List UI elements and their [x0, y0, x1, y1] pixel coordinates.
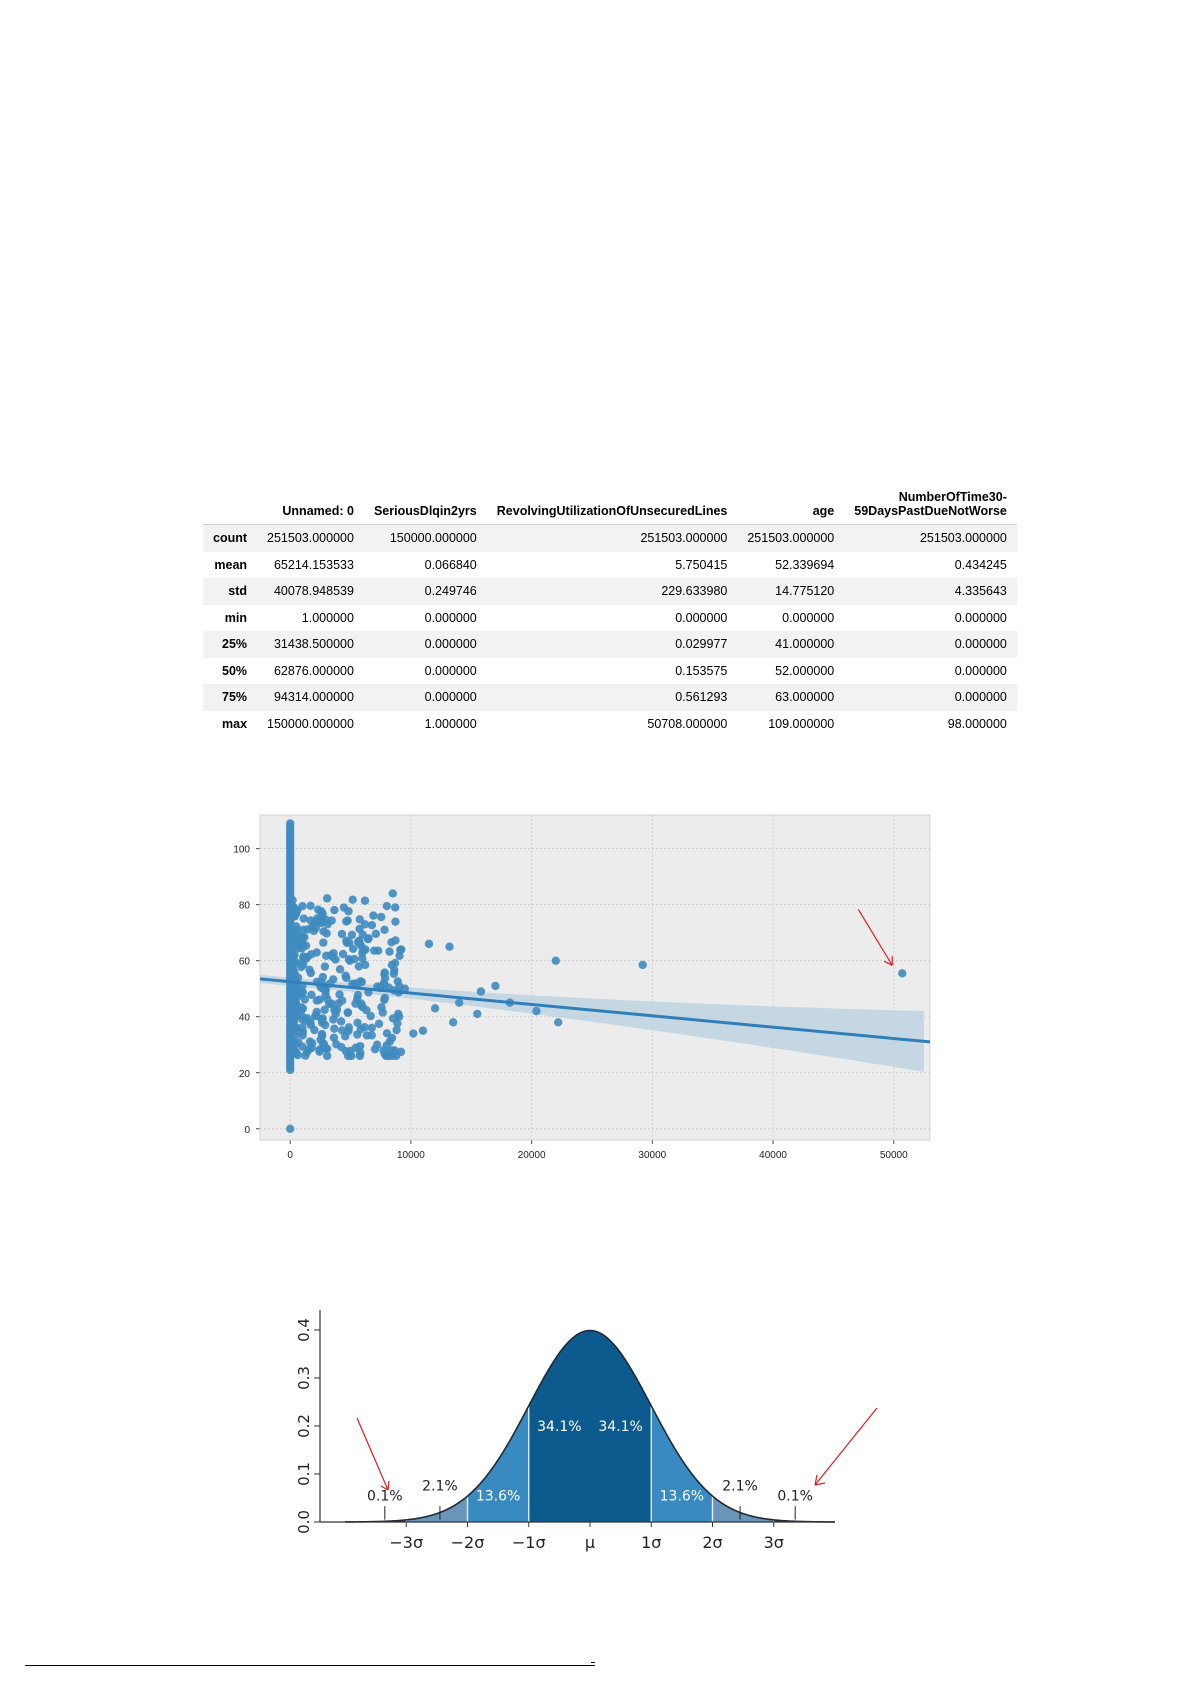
data-point — [373, 1041, 381, 1049]
data-point — [292, 932, 300, 940]
table-cell: 251503.000000 — [640, 531, 728, 546]
table-cell: 251503.000000 — [747, 531, 835, 546]
table-cell: 14.775120 — [775, 584, 835, 599]
data-point — [383, 902, 391, 910]
data-point — [289, 944, 297, 952]
table-cell: 109.000000 — [768, 716, 835, 731]
table-cell: 0.434245 — [954, 557, 1007, 572]
data-point — [288, 896, 296, 904]
table-cell: 62876.000000 — [273, 663, 354, 678]
data-point — [336, 965, 344, 973]
x-tick-label: 20000 — [517, 1150, 546, 1161]
data-point — [369, 911, 377, 919]
table-cell: 0.000000 — [424, 663, 477, 678]
table-cell: 65214.153533 — [273, 557, 354, 572]
data-point — [286, 819, 294, 827]
percent-label: 2.1% — [722, 1478, 758, 1495]
data-point — [358, 978, 366, 986]
data-point — [314, 905, 322, 913]
data-point — [380, 926, 388, 934]
x-tick-label: μ — [584, 1533, 596, 1552]
percent-label: 13.6% — [659, 1488, 705, 1505]
data-point — [394, 977, 402, 985]
column-header-multiline — [844, 480, 1017, 525]
data-point — [323, 1052, 331, 1060]
data-point — [348, 895, 356, 903]
data-point — [368, 1024, 376, 1032]
data-point — [327, 951, 335, 959]
data-point — [308, 923, 316, 931]
table-cell: 229.633980 — [661, 584, 728, 599]
data-point — [308, 1039, 316, 1047]
data-point — [347, 1052, 355, 1060]
data-point — [349, 945, 357, 953]
data-point — [299, 926, 307, 934]
data-point — [323, 995, 331, 1003]
x-tick-label: 10000 — [396, 1150, 425, 1161]
x-tick-label: 40000 — [759, 1150, 787, 1161]
footer-rule-tick — [591, 1662, 595, 1663]
data-point — [288, 984, 296, 992]
data-point — [330, 1006, 338, 1014]
data-point — [317, 1015, 325, 1023]
data-point — [363, 1031, 371, 1039]
data-point — [552, 956, 560, 964]
column-header: SeriousDlqin2yrs — [364, 480, 487, 525]
data-point — [386, 1037, 394, 1045]
x-tick-label: −3σ — [389, 1533, 424, 1552]
column-header: RevolvingUtilizationOfUnsecuredLines — [487, 480, 738, 525]
table-row — [203, 631, 1017, 658]
data-point — [361, 1023, 369, 1031]
table-cell: 5.750415 — [675, 557, 728, 572]
table-row — [203, 711, 1017, 738]
data-point — [320, 1006, 328, 1014]
data-point — [370, 946, 378, 954]
row-label: 75% — [222, 690, 248, 705]
percent-label: 0.1% — [777, 1488, 813, 1505]
table-index-header — [203, 480, 257, 525]
data-point — [431, 1004, 439, 1012]
data-point — [291, 1040, 299, 1048]
data-point — [299, 952, 307, 960]
data-point — [391, 959, 399, 967]
table-cell: 0.066840 — [424, 557, 477, 572]
data-point — [321, 962, 329, 970]
row-label: count — [213, 531, 248, 546]
data-point — [372, 930, 380, 938]
table-cell: 63.000000 — [775, 690, 835, 705]
table-cell: 1.000000 — [301, 610, 354, 625]
x-tick-label: 0 — [287, 1150, 293, 1161]
data-point — [319, 927, 327, 935]
data-point — [293, 993, 301, 1001]
table-row — [203, 552, 1017, 579]
y-tick-label: 0.0 — [295, 1510, 313, 1534]
table-cell: 0.153575 — [675, 663, 728, 678]
data-point — [330, 906, 338, 914]
data-point — [445, 942, 453, 950]
data-point — [344, 1008, 352, 1016]
percent-label: 13.6% — [475, 1488, 521, 1505]
table-cell: 0.561293 — [675, 690, 728, 705]
data-point — [638, 961, 646, 969]
data-point — [455, 999, 463, 1007]
data-point — [328, 916, 336, 924]
data-point — [898, 969, 906, 977]
table-cell: 41.000000 — [775, 637, 835, 652]
x-tick-label: 50000 — [879, 1150, 908, 1161]
data-point — [298, 902, 306, 910]
x-tick-label: 3σ — [763, 1533, 784, 1552]
data-point — [356, 1042, 364, 1050]
data-point — [323, 894, 331, 902]
annotation-arrow-left — [357, 1418, 388, 1490]
row-label: max — [222, 716, 248, 731]
x-tick-label: −1σ — [511, 1533, 546, 1552]
data-point — [340, 903, 348, 911]
table-row — [203, 525, 1017, 552]
y-tick-label: 40 — [238, 1012, 250, 1024]
x-tick-label: 1σ — [641, 1533, 662, 1552]
table-cell: 0.029977 — [675, 637, 728, 652]
data-point — [391, 903, 399, 911]
data-point — [364, 934, 372, 942]
data-point — [307, 969, 315, 977]
data-point — [554, 1018, 562, 1026]
table-cell: 251503.000000 — [919, 531, 1007, 546]
table-cell: 52.000000 — [775, 663, 835, 678]
data-point — [286, 1125, 294, 1133]
data-point — [306, 902, 314, 910]
row-label: 25% — [222, 637, 248, 652]
data-point — [338, 1026, 346, 1034]
row-label: std — [228, 584, 248, 599]
data-point — [320, 1040, 328, 1048]
table-cell: 31438.500000 — [273, 637, 354, 652]
percent-label: 0.1% — [367, 1488, 403, 1505]
table-cell: 0.000000 — [954, 663, 1007, 678]
data-point — [387, 1046, 395, 1054]
table-cell: 4.335643 — [954, 584, 1007, 599]
data-point — [292, 1012, 300, 1020]
y-tick-label: 100 — [233, 844, 250, 856]
table-cell: 0.000000 — [424, 610, 477, 625]
table-cell: 0.000000 — [954, 637, 1007, 652]
data-point — [449, 1018, 457, 1026]
data-point — [299, 1028, 307, 1036]
table-row — [203, 578, 1017, 605]
column-header: Unnamed: 0 — [257, 480, 364, 525]
data-point — [292, 1031, 300, 1039]
data-point — [477, 987, 485, 995]
table-row — [203, 684, 1017, 711]
y-tick-label: 0.4 — [295, 1318, 313, 1342]
table-cell: 98.000000 — [947, 716, 1007, 731]
data-point — [301, 1051, 309, 1059]
table-cell: 40078.948539 — [273, 584, 354, 599]
y-tick-label: 0.3 — [295, 1366, 313, 1390]
y-tick-label: 80 — [238, 900, 250, 912]
data-point — [491, 982, 499, 990]
data-point — [345, 955, 353, 963]
data-point — [361, 897, 369, 905]
y-tick-label: 0 — [244, 1124, 250, 1136]
data-point — [419, 1027, 427, 1035]
data-point — [342, 937, 350, 945]
row-label: min — [224, 610, 248, 625]
percent-label: 34.1% — [598, 1419, 643, 1435]
data-point — [397, 945, 405, 953]
table-row — [203, 605, 1017, 632]
data-point — [366, 1012, 374, 1020]
table-cell: 0.000000 — [954, 610, 1007, 625]
table-row — [203, 658, 1017, 685]
data-point — [385, 947, 393, 955]
percent-label: 2.1% — [422, 1478, 458, 1495]
x-tick-label: 2σ — [702, 1533, 723, 1552]
data-point — [389, 889, 397, 897]
data-point — [330, 1033, 338, 1041]
column-header-line: 59DaysPastDueNotWorse — [854, 504, 1007, 518]
data-point — [315, 1047, 323, 1055]
data-point — [302, 1017, 310, 1025]
data-point — [383, 1029, 391, 1037]
row-label: 50% — [222, 663, 248, 678]
table-cell: 150000.000000 — [389, 531, 477, 546]
data-point — [425, 940, 433, 948]
table-cell: 0.000000 — [424, 637, 477, 652]
data-point — [354, 938, 362, 946]
data-point — [358, 949, 366, 957]
data-point — [380, 996, 388, 1004]
data-point — [292, 909, 300, 917]
x-tick-label: −2σ — [450, 1533, 485, 1552]
describe-table — [203, 480, 1017, 737]
data-point — [299, 941, 307, 949]
table-cell: 0.249746 — [424, 584, 477, 599]
y-tick-label: 20 — [238, 1068, 250, 1080]
footer-rule — [25, 1665, 595, 1666]
table-cell: 52.339694 — [775, 557, 835, 572]
data-point — [356, 915, 364, 923]
table-cell: 0.000000 — [424, 690, 477, 705]
data-point — [391, 917, 399, 925]
row-label: mean — [214, 557, 248, 572]
data-point — [377, 1003, 385, 1011]
table-header-row — [203, 480, 1017, 525]
column-header: age — [737, 480, 844, 525]
table-cell: 94314.000000 — [273, 690, 354, 705]
percent-label: 34.1% — [537, 1419, 582, 1435]
data-point — [300, 914, 308, 922]
y-tick-label: 60 — [238, 956, 250, 968]
data-point — [319, 938, 327, 946]
scatter-regression-chart — [210, 805, 950, 1185]
table-cell: 0.000000 — [954, 690, 1007, 705]
describe-table-container — [203, 480, 1007, 737]
data-point — [330, 1024, 338, 1032]
y-tick-label: 0.1 — [295, 1462, 313, 1486]
data-point — [387, 938, 395, 946]
annotation-arrow-right — [815, 1408, 877, 1485]
table-cell: 0.000000 — [782, 610, 835, 625]
table-cell: 0.000000 — [675, 610, 728, 625]
data-point — [409, 1029, 417, 1037]
data-point — [356, 1052, 364, 1060]
data-point — [377, 913, 385, 921]
normal-distribution-chart — [295, 1300, 850, 1570]
data-point — [343, 916, 351, 924]
data-point — [319, 973, 327, 981]
column-header-line: NumberOfTime30- — [898, 490, 1007, 504]
table-cell: 50708.000000 — [647, 716, 728, 731]
data-point — [341, 972, 349, 980]
data-point — [532, 1007, 540, 1015]
data-point — [473, 1010, 481, 1018]
table-cell: 150000.000000 — [267, 716, 354, 731]
data-point — [307, 991, 315, 999]
x-tick-label: 30000 — [638, 1150, 667, 1161]
table-cell: 251503.000000 — [267, 531, 354, 546]
data-point — [375, 1020, 383, 1028]
table-cell: 1.000000 — [424, 716, 477, 731]
y-tick-label: 0.2 — [295, 1414, 313, 1438]
data-point — [357, 999, 365, 1007]
data-point — [318, 1031, 326, 1039]
data-point — [337, 1017, 345, 1025]
data-point — [393, 1019, 401, 1027]
data-point — [338, 996, 346, 1004]
data-point — [288, 958, 296, 966]
